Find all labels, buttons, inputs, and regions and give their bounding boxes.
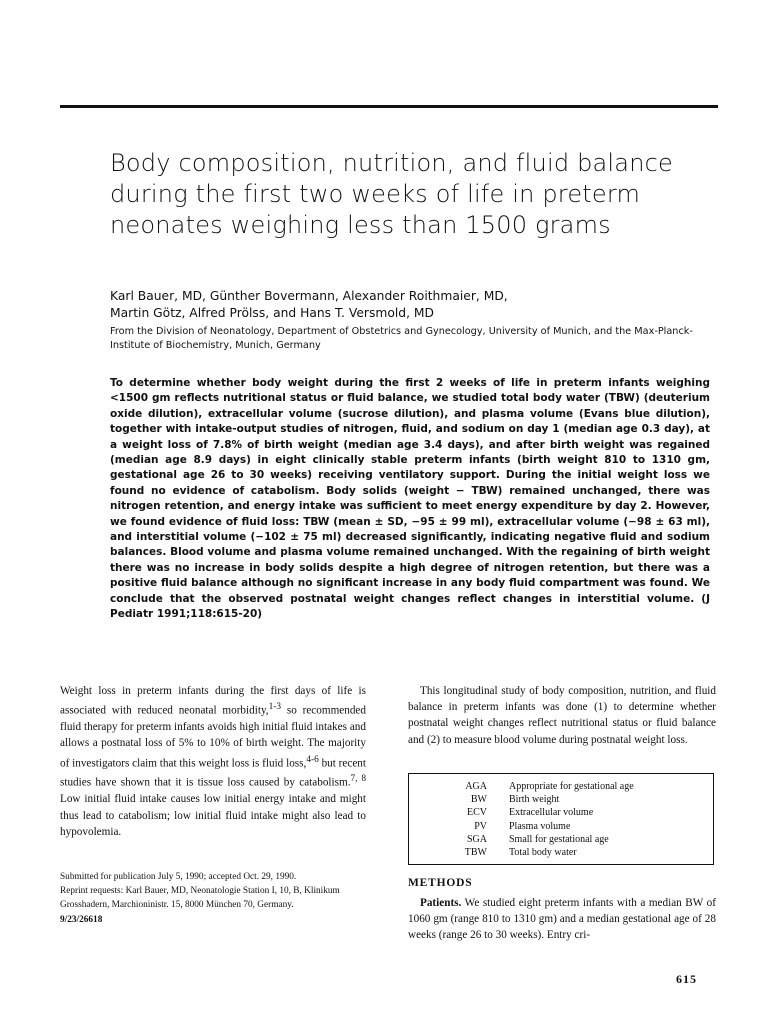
abbreviation: BW — [470, 794, 487, 806]
top-rule — [60, 105, 718, 108]
patients-subheading: Patients. — [420, 897, 462, 909]
abbreviations-table — [429, 780, 634, 859]
abstract — [110, 376, 710, 623]
abbreviation-meaning: Small for gestational age — [509, 833, 609, 845]
abbreviation: AGA — [465, 781, 487, 792]
study-aim-paragraph: This longitudinal study of body composition, nutrition, and fluid balance in preterm infants was done (1) to determine whether postnatal weight changes reflect nutritional status or fluid balance and (2) to measure blood volume during postnatal weight loss. — [408, 685, 716, 746]
reference-superscript: 7, 8 — [350, 774, 366, 785]
abbreviation-row — [429, 806, 634, 819]
abbreviation-meaning: Total body water — [509, 847, 577, 859]
author-line-2: Martin Götz, Alfred Prölss, and Hans T. Versmold, MD — [110, 306, 434, 320]
article-title: Body composition, nutrition, and fluid balance during the first two weeks of life in preterm neonates weighing less than 1500 grams — [110, 149, 673, 239]
reference-superscript: 4-6 — [306, 754, 319, 765]
intro-text-4: Low initial fluid intake causes low initial energy intake and might thus lead to catabolism; low initial fluid intake might also lead to hypovolemia. — [60, 793, 366, 838]
reference-superscript: 1-3 — [268, 702, 282, 713]
abbreviation-meaning: Extracellular volume — [509, 807, 594, 819]
article-code: 9/23/26618 — [60, 915, 103, 925]
intro-text-2: so recommended fluid therapy for preterm infants avoids high initial fluid intakes and allows a postnatal loss of 5% to 10% of birth weight. The majority of investigators claim that this weight loss is fluid loss, — [60, 704, 366, 770]
abbreviation-meaning: Appropriate for gestational age — [509, 781, 634, 792]
footnotes — [60, 870, 366, 927]
abbreviations-box — [408, 773, 714, 865]
reprint-note: Reprint requests: Karl Bauer, MD, Neonatologie Station I, 10, B, Klinikum Grosshadern, Marchioninistr. 15, 8000 München 70, Germany. — [60, 886, 340, 910]
abbreviation: PV — [474, 820, 487, 832]
intro-text-1: Weight loss in preterm infants during the first days of life is associated with reduced neonatal morbidity, — [60, 685, 366, 717]
journal-citation: (J Pediatr 1991;118:615-20) — [110, 592, 711, 621]
abbreviation-row — [429, 846, 634, 859]
abbreviation: SGA — [466, 833, 487, 845]
abbreviation-row — [429, 780, 634, 793]
page-number: 615 — [676, 972, 697, 986]
abbreviation-row — [429, 833, 634, 846]
abbreviation-row — [429, 793, 634, 806]
intro-text-3: but recent studies have shown that it is tissue loss caused by catabolism. — [60, 757, 367, 790]
methods-paragraph — [408, 895, 716, 944]
author-line-1: Karl Bauer, MD, Günther Bovermann, Alexander Roithmaier, MD, — [110, 289, 508, 303]
abbreviation: TBW — [464, 847, 487, 859]
author-list — [110, 288, 710, 322]
abbreviation-meaning: Birth weight — [509, 794, 560, 806]
abbreviation: ECV — [467, 807, 487, 819]
affiliation: From the Division of Neonatology, Department of Obstetrics and Gynecology, University of Munich, and the Max-Planck-Institute of Biochemistry, Munich, Germany — [110, 326, 693, 351]
abbreviation-meaning: Plasma volume — [509, 820, 571, 832]
methods-body: We studied eight preterm infants with a median BW of 1060 gm (range 810 to 1310 gm) and a median gestational age of 28 weeks (range 26 to 30 weeks). Entry cri- — [408, 897, 716, 942]
submission-note: Submitted for publication July 5, 1990; accepted Oct. 29, 1990. — [60, 872, 297, 882]
methods-heading: METHODS — [408, 877, 473, 889]
intro-paragraph — [60, 683, 366, 840]
abbreviation-row — [429, 820, 634, 833]
abstract-text: To determine whether body weight during the first 2 weeks of life in preterm infants weighing <1500 gm reflects nutritional status or fluid balance, we studied total body water (TBW) (deuterium oxide dilution), extracellular volume (sucrose dilution), and plasma volume (Evans blue dilution), together with intake-output studies of nitrogen, fluid, and sodium on day 1 (median age 0.3 day), at a weight loss of 7.8% of birth weight (median age 3.4 days), and after birth weight was regained (median age 8.9 days) in eight clinically stable preterm infants (birth weight 810 to 1310 gm, gestational age 26 to 30 weeks) receiving ventilatory support. During the initial weight loss we found no evidence of catabolism. Body solids (weight − TBW) remained unchanged, there was nitrogen retention, and energy intake was sufficient to meet energy expenditure by day 2. However, we found evidence of fluid loss: TBW (mean ± SD, −95 ± 99 ml), extracellular volume (−98 ± 63 ml), and interstitial volume (−102 ± 75 ml) decreased significantly, indicating negative fluid and sodium balances. Blood volume and plasma volume remained unchanged. With the regaining of birth weight there was no increase in body solids despite a high degree of nitrogen retention, but there was a positive fluid balance although no significant increase in any body fluid compartment was found. We conclude that the observed postnatal weight changes reflect changes in interstitial volume. — [110, 377, 710, 605]
